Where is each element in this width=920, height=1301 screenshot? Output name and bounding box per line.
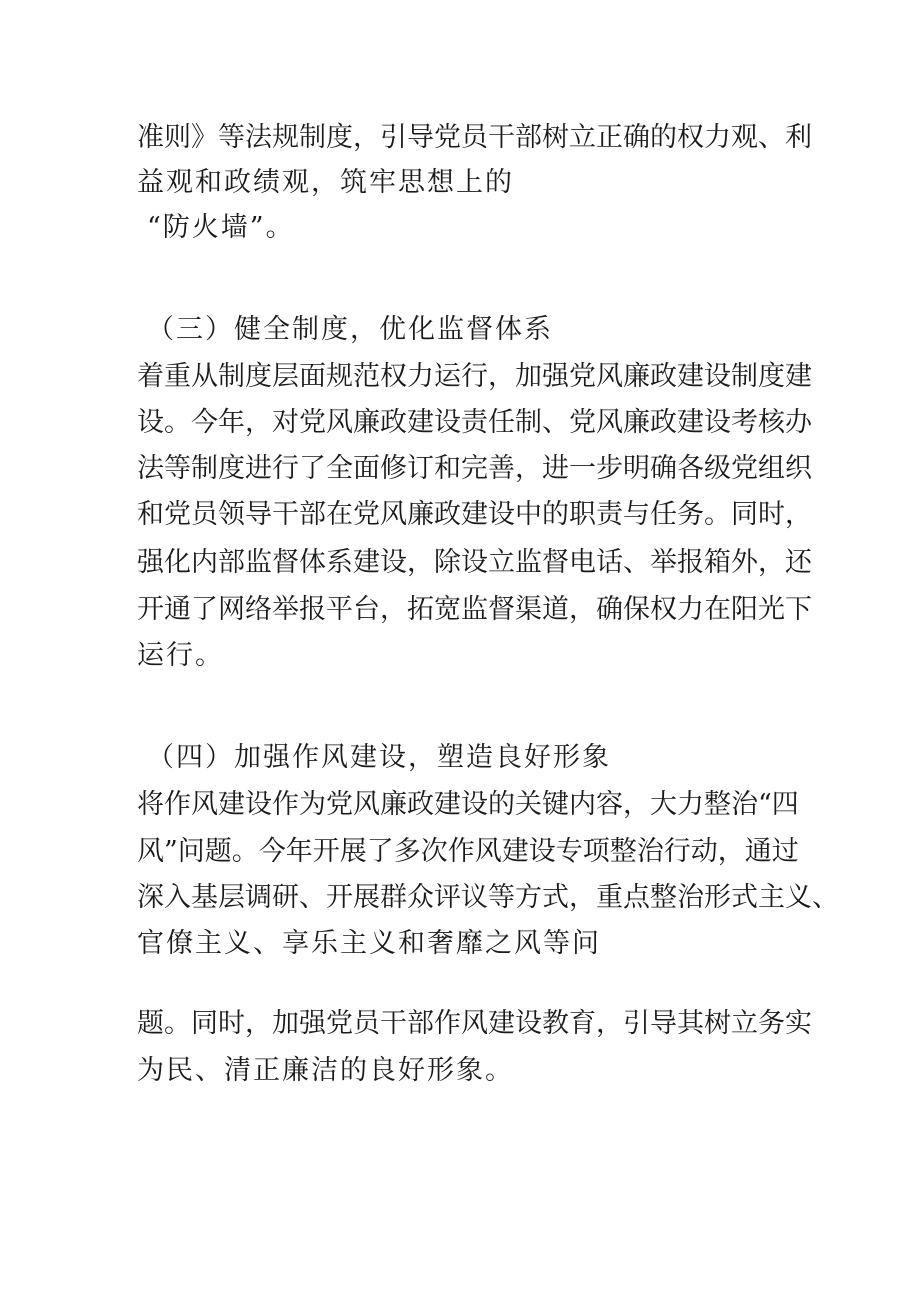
paragraph-line: 深入基层调研、开展群众评议等方式，重点整治形式主义、 bbox=[137, 882, 839, 913]
paragraph-line: 和党员领导干部在党风廉政建设中的职责与任务。同时， bbox=[137, 499, 812, 530]
paragraph-line: 开通了网络举报平台，拓宽监督渠道，确保权力在阳光下 bbox=[137, 594, 812, 625]
paragraph-line: 强化内部监督体系建设，除设立监督电话、举报箱外，还 bbox=[137, 547, 812, 578]
paragraph-line: 官僚主义、享乐主义和奢靡之风等问 bbox=[137, 928, 601, 959]
paragraph-line: 准则》等法规制度，引导党员干部树立正确的权力观、利 bbox=[137, 122, 812, 153]
paragraph-line: “防火墙”。 bbox=[147, 212, 295, 243]
paragraph-line: 将作风建设作为党风廉政建设的关键内容，大力整治“四 bbox=[137, 789, 799, 820]
paragraph-line: 法等制度进行了全面修订和完善，进一步明确各级党组织 bbox=[137, 453, 812, 484]
paragraph-line: 着重从制度层面规范权力运行，加强党风廉政建设制度建 bbox=[137, 361, 812, 392]
paragraph-line: 题。同时，加强党员干部作风建设教育，引导其树立务实 bbox=[137, 1008, 812, 1039]
section-heading: （四）加强作风建设，塑造良好形象 bbox=[147, 742, 611, 773]
paragraph-line: 为民、清正廉洁的良好形象。 bbox=[137, 1055, 514, 1086]
paragraph-line: 益观和政绩观，筑牢思想上的 bbox=[137, 167, 514, 198]
paragraph-line: 设。今年，对党风廉政建设责任制、党风廉政建设考核办 bbox=[137, 407, 812, 438]
paragraph-line: 运行。 bbox=[137, 640, 224, 671]
paragraph-line: 风”问题。今年开展了多次作风建设专项整治行动，通过 bbox=[137, 836, 799, 867]
section-heading: （三）健全制度，优化监督体系 bbox=[147, 314, 553, 345]
